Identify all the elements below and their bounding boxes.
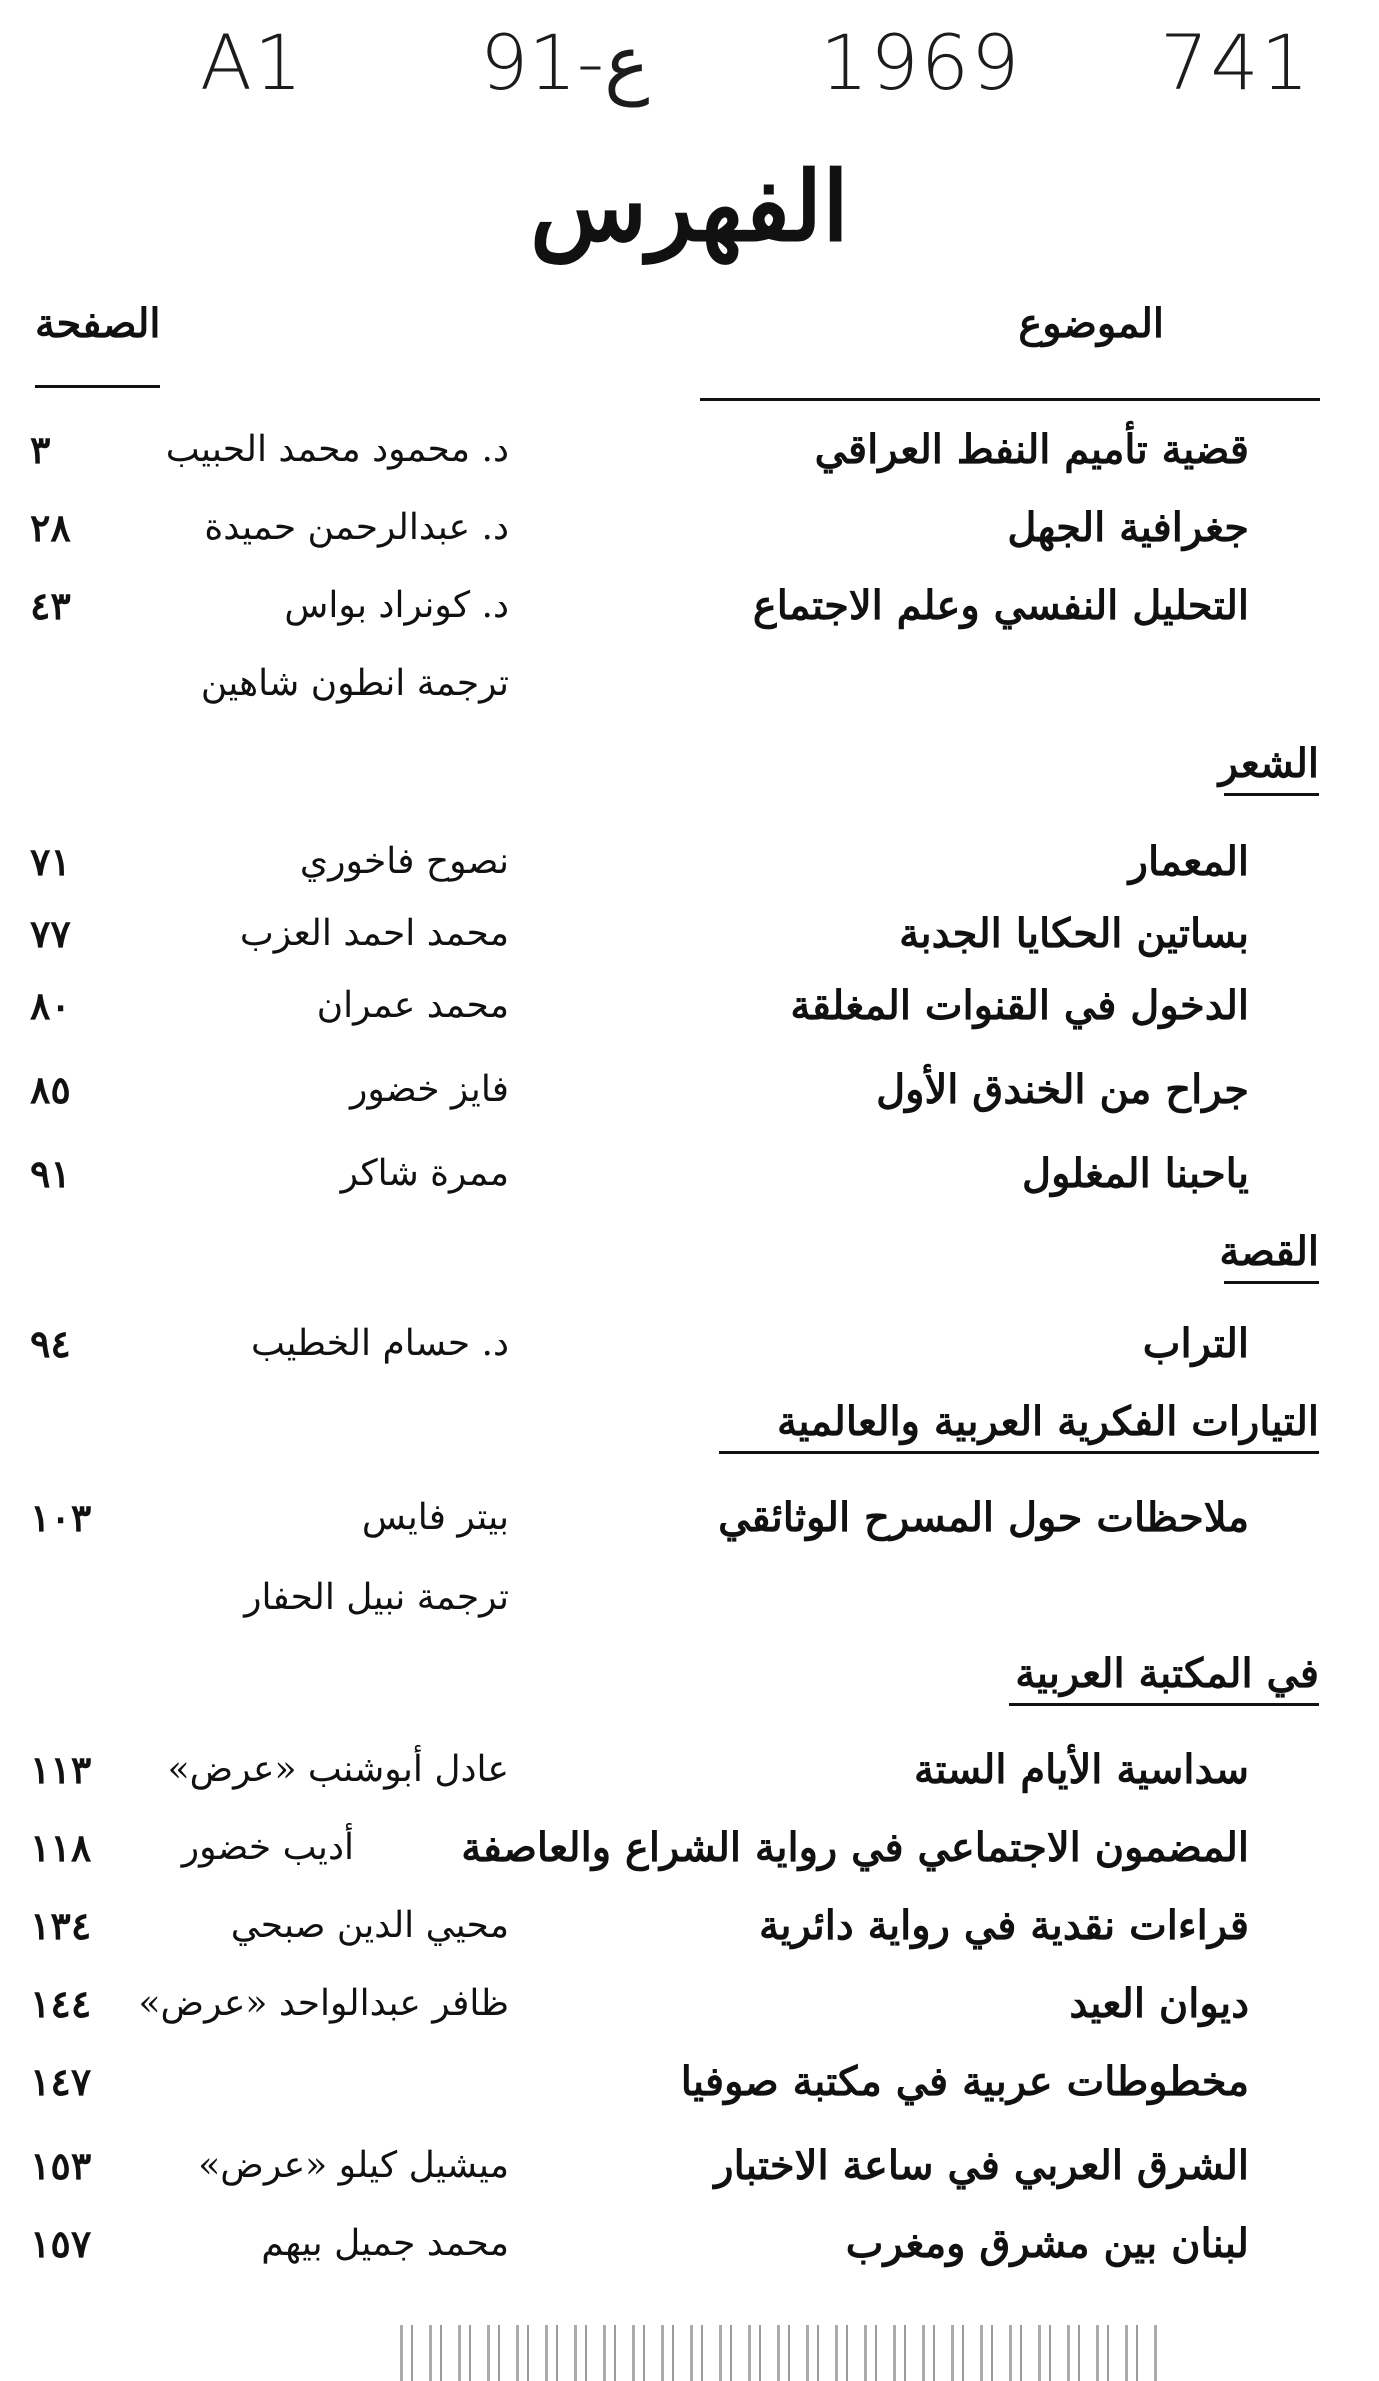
toc-author: محيي الدين صبحي	[230, 1905, 509, 1946]
toc-topic: لبنان بين مشرق ومغرب	[845, 2220, 1249, 2267]
section-underline	[1224, 793, 1319, 796]
toc-page: ٧٧	[30, 911, 71, 956]
page-header-rule	[35, 385, 160, 388]
toc-page: ١٥٣	[30, 2143, 92, 2188]
toc-author: محمد عمران	[316, 985, 509, 1026]
section-heading-currents	[719, 1398, 1319, 1454]
toc-translator: ترجمة نبيل الحفار	[244, 1577, 509, 1618]
section-underline	[1009, 1703, 1319, 1706]
page-column-header: الصفحة	[35, 300, 161, 347]
toc-topic: بساتين الحكايا الجدبة	[899, 910, 1249, 957]
section-heading-library	[1009, 1650, 1319, 1706]
toc-row	[0, 418, 1379, 482]
toc-row	[0, 2212, 1379, 2276]
toc-row	[0, 1058, 1379, 1122]
toc-author: د. حسام الخطيب	[251, 1323, 509, 1364]
toc-row	[0, 574, 1379, 638]
toc-topic: المعمار	[1128, 838, 1249, 885]
toc-topic: الدخول في القنوات المغلقة	[790, 982, 1249, 1029]
toc-row	[0, 974, 1379, 1038]
handwritten-number: 741	[1160, 18, 1312, 107]
toc-row	[0, 496, 1379, 560]
toc-author: عادل أبوشنب «عرض»	[167, 1749, 509, 1790]
toc-translator: ترجمة انطون شاهين	[200, 663, 509, 704]
section-underline	[1224, 1281, 1319, 1284]
toc-page: ٧١	[30, 839, 71, 884]
toc-author: نصوح فاخوري	[299, 841, 509, 882]
toc-row	[0, 2050, 1379, 2114]
toc-row	[0, 1486, 1379, 1550]
toc-author: د. عبدالرحمن حميدة	[204, 507, 509, 548]
toc-topic: جغرافية الجهل	[1007, 504, 1249, 551]
toc-topic: مخطوطات عربية في مكتبة صوفيا	[680, 2058, 1249, 2105]
toc-page: ١٤٤	[30, 1981, 92, 2026]
toc-row-author-overlay	[0, 1816, 1379, 1880]
handwritten-ref-a: A1	[200, 18, 305, 107]
toc-page: ٩١	[30, 1151, 71, 1196]
toc-topic: قضية تأميم النفط العراقي	[814, 426, 1249, 473]
toc-page: ٨٠	[30, 983, 71, 1028]
toc-row	[0, 902, 1379, 966]
toc-topic: المضمون الاجتماعي في رواية الشراع والعاصفة	[461, 1824, 1249, 1871]
toc-topic: التراب	[1142, 1320, 1249, 1367]
toc-author: بيتر فايس	[361, 1497, 509, 1538]
toc-page: ٤٣	[30, 583, 71, 628]
toc-row	[0, 1972, 1379, 2036]
scan-artifact	[400, 2325, 1160, 2381]
toc-page: ٨٥	[30, 1067, 71, 1112]
toc-author: محمد احمد العزب	[239, 913, 509, 954]
toc-author: فايز خضور	[350, 1069, 509, 1110]
toc-row	[0, 1312, 1379, 1376]
toc-author: د. كونراد بواس	[284, 585, 509, 626]
toc-row	[0, 652, 1379, 716]
toc-page: ١٤٧	[30, 2059, 92, 2104]
toc-author: ميشيل كيلو «عرض»	[198, 2145, 509, 2186]
section-label: الشعر	[1218, 740, 1319, 787]
toc-author: محمد جميل بيهم	[261, 2223, 509, 2264]
section-heading-poetry	[1218, 740, 1319, 796]
toc-row	[0, 1142, 1379, 1206]
toc-page: ٢٨	[30, 505, 71, 550]
toc-row	[0, 2134, 1379, 2198]
toc-topic: ديوان العيد	[1069, 1980, 1249, 2027]
toc-page: ١١٣	[30, 1747, 92, 1792]
topic-column-header: الموضوع	[1018, 300, 1164, 347]
toc-topic: ياحبنا المغلول	[1022, 1150, 1249, 1197]
handwritten-ref-b: 91-ع	[480, 18, 650, 107]
toc-topic: ملاحظات حول المسرح الوثائقي	[718, 1494, 1249, 1541]
handwritten-year: 1969	[820, 18, 1022, 107]
toc-author: ممرة شاكر	[340, 1153, 509, 1194]
section-underline	[719, 1451, 1319, 1454]
section-label: القصة	[1219, 1228, 1319, 1275]
topic-header-rule	[700, 398, 1320, 401]
toc-author: د. محمود محمد الحبيب	[165, 429, 509, 470]
toc-topic: سداسية الأيام الستة	[913, 1746, 1249, 1793]
toc-page: ١١٨	[30, 1825, 92, 1870]
toc-topic: جراح من الخندق الأول	[876, 1066, 1249, 1113]
toc-page: ١٥٧	[30, 2221, 92, 2266]
toc-author: أديب خضور	[181, 1827, 354, 1868]
toc-row	[0, 1894, 1379, 1958]
page-title: الفهرس	[530, 150, 849, 263]
toc-page: ١٠٣	[30, 1495, 92, 1540]
toc-author: ظافر عبدالواحد «عرض»	[138, 1983, 509, 2024]
toc-row	[0, 830, 1379, 894]
toc-topic: قراءات نقدية في رواية دائرية	[758, 1902, 1249, 1949]
toc-page: ٩٤	[30, 1321, 71, 1366]
section-heading-story	[1219, 1228, 1319, 1284]
toc-topic: الشرق العربي في ساعة الاختبار	[714, 2142, 1249, 2189]
toc-page: ٣	[30, 427, 51, 472]
section-label: في المكتبة العربية	[1015, 1650, 1319, 1697]
section-label: التيارات الفكرية العربية والعالمية	[776, 1398, 1319, 1445]
toc-topic: التحليل النفسي وعلم الاجتماع	[752, 582, 1249, 629]
toc-page: ١٣٤	[30, 1903, 92, 1948]
toc-row	[0, 1566, 1379, 1630]
toc-row	[0, 1738, 1379, 1802]
